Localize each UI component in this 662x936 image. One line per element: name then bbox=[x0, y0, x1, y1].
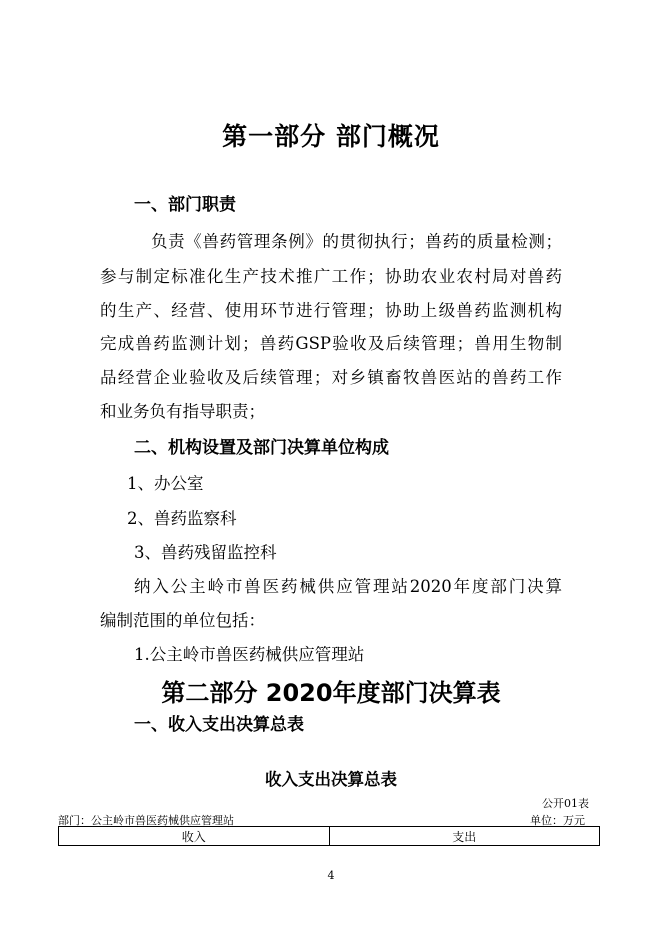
paragraph-line: 的生产、经营、使用环节进行管理；协助上级兽药监测机构 bbox=[100, 301, 562, 320]
column-header-income: 收入 bbox=[59, 827, 330, 846]
paragraph-line: 品经营企业验收及后续管理；对乡镇畜牧兽医站的兽药工作 bbox=[100, 368, 562, 387]
org-item: 2、兽药监察科 bbox=[127, 509, 237, 528]
part2-section1-heading: 一、收入支出决算总表 bbox=[134, 715, 304, 735]
table-code: 公开01表 bbox=[542, 797, 589, 810]
section1-heading: 一、部门职责 bbox=[134, 195, 236, 215]
scope-note-line: 纳入公主岭市兽医药械供应管理站2020年度部门决算 bbox=[134, 577, 562, 596]
table-unit: 单位：万元 bbox=[530, 814, 585, 827]
paragraph-line: 参与制定标准化生产技术推广工作；协助农业农村局对兽药 bbox=[100, 267, 562, 286]
part2-title: 第二部分 2020年度部门决算表 bbox=[161, 679, 501, 707]
table-header-row bbox=[59, 827, 600, 846]
paragraph-line: 负责《兽药管理条例》的贯彻执行；兽药的质量检测； bbox=[151, 232, 562, 251]
scope-note-line: 编制范围的单位包括： bbox=[100, 611, 265, 630]
column-header-expenditure: 支出 bbox=[329, 827, 600, 846]
part1-title: 第一部分 部门概况 bbox=[222, 122, 440, 151]
paragraph-line: 和业务负有指导职责； bbox=[100, 402, 265, 421]
unit-list-item: 1.公主岭市兽医药械供应管理站 bbox=[134, 645, 365, 664]
table-title: 收入支出决算总表 bbox=[265, 770, 397, 789]
table-department: 部门：公主岭市兽医药械供应管理站 bbox=[58, 814, 234, 827]
section2-heading: 二、机构设置及部门决算单位构成 bbox=[134, 438, 389, 458]
org-item: 3、兽药残留监控科 bbox=[134, 543, 277, 562]
page-number: 4 bbox=[327, 869, 335, 882]
org-item: 1、办公室 bbox=[127, 474, 204, 493]
paragraph-line: 完成兽药监测计划；兽药GSP验收及后续管理；兽用生物制 bbox=[100, 334, 562, 353]
summary-table bbox=[58, 826, 600, 846]
